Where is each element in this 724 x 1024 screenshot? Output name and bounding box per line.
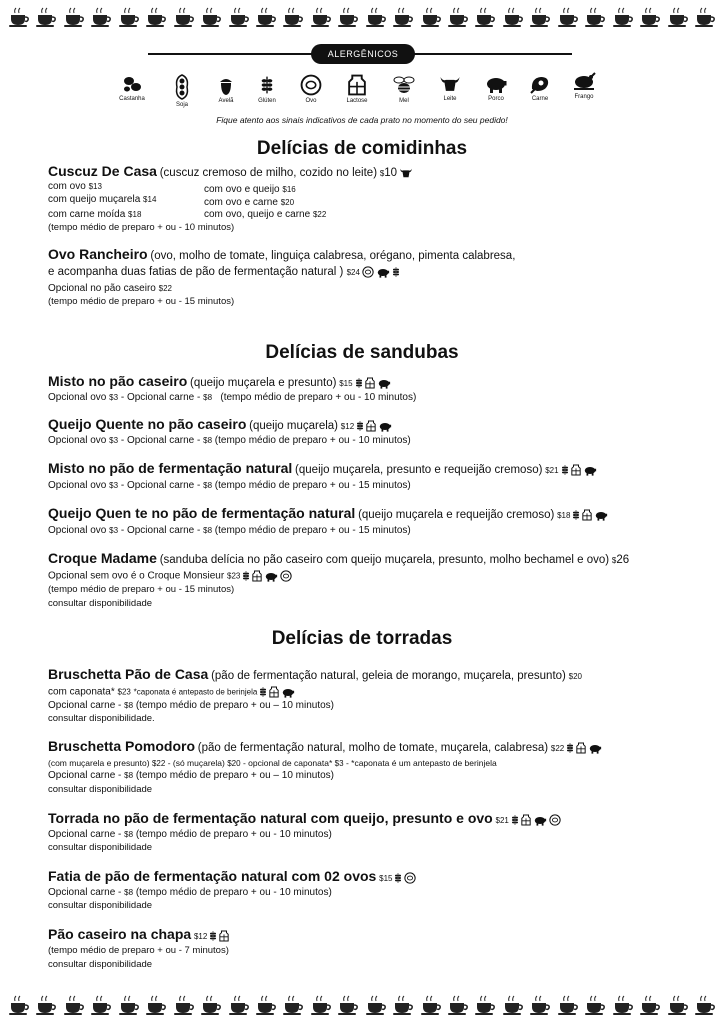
allergen-mel: Mel <box>384 74 424 104</box>
pig-icon <box>533 815 547 826</box>
currency-symbol: $ <box>109 393 114 402</box>
cow-icon <box>399 167 413 179</box>
croque-avail: consultar disponibilidade <box>48 598 153 609</box>
coffee-cup-icon <box>173 6 195 28</box>
milk-icon <box>571 464 581 476</box>
coffee-cup-icon <box>392 6 414 28</box>
currency-symbol: $ <box>568 672 574 681</box>
coffee-cup-icon <box>90 994 112 1016</box>
currency-symbol: $ <box>340 422 346 431</box>
wheat-icon <box>392 266 400 278</box>
coffee-cup-icon <box>694 6 716 28</box>
allergen-carne: Carne <box>520 74 560 102</box>
currency-symbol: $ <box>143 195 148 204</box>
milk-icon <box>365 377 375 389</box>
meat-icon <box>529 74 551 94</box>
currency-symbol: $ <box>379 874 384 883</box>
pig-icon <box>484 74 508 94</box>
currency-symbol: $ <box>124 830 129 839</box>
chicken-icon <box>572 70 596 92</box>
coffee-cup-icon <box>557 6 579 28</box>
currency-symbol: $ <box>227 759 232 768</box>
item-cuscuz: Cuscuz De Casa (cuscuz cremoso de milho, cozido no leite) $10 <box>48 165 413 180</box>
cuscuz-opt-carne: com carne moída $18 <box>48 209 142 220</box>
allergen-ovo: Ovo <box>291 74 331 104</box>
coffee-cup-icon <box>557 994 579 1016</box>
wheat-icon <box>394 872 402 884</box>
coffee-cup-icon <box>502 994 524 1016</box>
currency-symbol: $ <box>611 556 617 565</box>
allergen-porco: Porco <box>476 74 516 102</box>
coffee-cup-icon <box>474 6 496 28</box>
wheat-icon <box>209 930 217 942</box>
croque-opt: Opcional sem ovo é o Croque Monsieur $23 <box>48 570 292 583</box>
item-queijo-quente: Queijo Quente no pão caseiro (queijo muçarela) $12 <box>48 418 392 433</box>
currency-symbol: $ <box>158 284 164 293</box>
currency-symbol: $ <box>495 816 500 825</box>
coffee-cup-icon <box>145 6 167 28</box>
currency-symbol: $ <box>203 481 208 490</box>
milk-icon <box>366 420 376 432</box>
coffee-cup-icon <box>118 994 140 1016</box>
allergen-frango: Frango <box>564 70 604 100</box>
currency-symbol: $ <box>280 198 286 207</box>
misto-opts: Opcional ovo $3 - Opcional carne - $8 (tempo médio de preparo + ou - 10 minutos) <box>48 392 417 403</box>
currency-symbol: $ <box>109 526 114 535</box>
currency-symbol: $ <box>203 526 208 535</box>
allergen-note: Fique atento aos sinais indicativos de cada prato no momento do seu pedido! <box>216 115 508 125</box>
coffee-cup-icon <box>667 994 689 1016</box>
pig-icon <box>378 421 392 432</box>
coffee-cup-icon <box>447 994 469 1016</box>
coffee-cup-icon <box>200 994 222 1016</box>
currency-symbol: $ <box>339 379 344 388</box>
egg-icon <box>549 814 561 826</box>
currency-symbol: $ <box>124 771 129 780</box>
coffee-cup-icon <box>282 6 304 28</box>
cuscuz-opt-ovo: com ovo $13 <box>48 181 102 192</box>
bruschetta-casa-opt: Opcional carne - $8 (tempo médio de preparo + ou – 10 minutos) <box>48 700 335 711</box>
queijo-quente-opts: Opcional ovo $3 - Opcional carne - $8 (tempo médio de preparo + ou - 10 minutos) <box>48 435 411 446</box>
coffee-cup-icon <box>337 6 359 28</box>
currency-symbol: $ <box>334 759 340 768</box>
milk-icon <box>269 686 279 698</box>
currency-symbol: $ <box>124 701 129 710</box>
coffee-cup-icon <box>63 994 85 1016</box>
coffee-cup-icon <box>35 6 57 28</box>
pao-caseiro-avail: consultar disponibilidade <box>48 959 153 970</box>
croque-time: (tempo médio de preparo + ou - 15 minutos) <box>48 584 235 595</box>
section-title-sandubas: Delícias de sandubas <box>265 342 459 363</box>
fatia-avail: consultar disponibilidade <box>48 900 153 911</box>
allergen-leite: Leite <box>430 74 470 102</box>
coffee-cup-icon <box>255 6 277 28</box>
currency-symbol: $ <box>346 268 352 278</box>
wheat-icon <box>356 420 364 432</box>
allergen-gluten: Glúten <box>247 74 287 104</box>
coffee-cup-icon <box>639 994 661 1016</box>
coffee-cup-icon <box>447 6 469 28</box>
currency-symbol: $ <box>128 210 133 219</box>
pig-icon <box>588 743 602 754</box>
coffee-cup-icon <box>365 6 387 28</box>
cuscuz-opt-queijo: com queijo muçarela $14 <box>48 194 157 205</box>
milk-icon <box>521 814 531 826</box>
coffee-cup-icon <box>694 994 716 1016</box>
currency-symbol: $ <box>312 210 318 219</box>
coffee-cup-icon <box>8 6 30 28</box>
allergen-avela: Avelã <box>206 74 246 104</box>
torrada-avail: consultar disponibilidade <box>48 842 153 853</box>
item-pao-caseiro: Pão caseiro na chapa $12 <box>48 928 229 943</box>
coffee-cup-icon <box>584 6 606 28</box>
cuscuz-opt-completo: com ovo, queijo e carne $22 <box>204 209 327 220</box>
egg-icon <box>280 570 292 582</box>
bruschetta-casa-avail: consultar disponibilidade. <box>48 713 155 724</box>
item-torrada: Torrada no pão de fermentação natural com queijo, presunto e ovo $21 <box>48 812 561 827</box>
nut-icon <box>121 74 143 94</box>
rancheiro-opt: Opcional no pão caseiro $22 <box>48 283 172 294</box>
milk-icon <box>347 74 367 96</box>
currency-symbol: $ <box>550 744 556 753</box>
coffee-cup-icon <box>90 6 112 28</box>
coffee-cup-icon <box>310 6 332 28</box>
milk-icon <box>582 509 592 521</box>
section-title-torradas: Delícias de torradas <box>271 628 453 649</box>
egg-icon <box>362 266 374 278</box>
bottom-cup-border <box>0 994 724 1016</box>
allergen-lactose: Lactose <box>337 74 377 104</box>
allergen-castanha: Castanha <box>112 74 152 102</box>
bruschetta-casa-caponata: com caponata* $23 *caponata é antepasto de berinjela <box>48 686 295 699</box>
currency-symbol: $ <box>151 759 157 768</box>
pig-icon <box>376 267 390 278</box>
pig-icon <box>583 465 597 476</box>
coffee-cup-icon <box>282 994 304 1016</box>
item-misto: Misto no pão caseiro (queijo muçarela e presunto) $15 <box>48 375 391 390</box>
currency-symbol: $ <box>124 888 129 897</box>
rancheiro-time: (tempo médio de preparo + ou - 15 minutos) <box>48 296 235 307</box>
milk-icon <box>219 930 229 942</box>
rancheiro-desc2: e acompanha duas fatias de pão de fermentação natural ) $24 <box>48 266 400 279</box>
section-title-comidinhas: Delícias de comidinhas <box>256 138 468 159</box>
coffee-cup-icon <box>584 994 606 1016</box>
pig-icon <box>594 510 608 521</box>
coffee-cup-icon <box>420 994 442 1016</box>
currency-symbol: $ <box>282 185 287 194</box>
cuscuz-opt-ovo-queijo: com ovo e queijo $16 <box>204 184 296 195</box>
currency-symbol: $ <box>226 571 232 581</box>
queijo-fermentacao-opts: Opcional ovo $3 - Opcional carne - $8 (tempo médio de preparo + ou - 15 minutos) <box>48 525 411 536</box>
item-misto-fermentacao: Misto no pão de fermentação natural (queijo muçarela, presunto e requeijão cremoso) $21 <box>48 462 597 477</box>
coffee-cup-icon <box>63 6 85 28</box>
item-bruschetta-casa: Bruschetta Pão de Casa (pão de fermentação natural, geleia de morango, muçarela, presunto) $20 <box>48 666 583 682</box>
hazelnut-icon <box>217 74 235 96</box>
item-rancheiro: Ovo Rancheiro (ovo, molho de tomate, linguiça calabresa, orégano, pimenta calabresa, <box>48 246 516 262</box>
milk-icon <box>576 742 586 754</box>
coffee-cup-icon <box>228 994 250 1016</box>
wheat-icon <box>260 74 274 96</box>
item-fatia: Fatia de pão de fermentação natural com 02 ovos $15 <box>48 870 416 885</box>
item-croque-madame: Croque Madame (sanduba delícia no pão caseiro com queijo muçarela, presunto, molho bechamel e ovo) $26 <box>48 550 630 566</box>
wheat-icon <box>566 742 574 754</box>
top-cup-border <box>0 6 724 28</box>
coffee-cup-icon <box>502 6 524 28</box>
egg-icon <box>300 74 322 96</box>
currency-symbol: $ <box>193 932 199 941</box>
coffee-cup-icon <box>255 994 277 1016</box>
wheat-icon <box>242 570 250 582</box>
coffee-cup-icon <box>420 6 442 28</box>
pao-caseiro-time: (tempo médio de preparo + ou - 7 minutos) <box>48 945 229 956</box>
coffee-cup-icon <box>145 994 167 1016</box>
allergen-legend <box>112 74 612 114</box>
wheat-icon <box>561 464 569 476</box>
wheat-icon <box>511 814 519 826</box>
currency-symbol: $ <box>109 436 114 445</box>
egg-icon <box>404 872 416 884</box>
coffee-cup-icon <box>612 994 634 1016</box>
allergen-soja: Soja <box>162 74 202 108</box>
coffee-cup-icon <box>612 6 634 28</box>
coffee-cup-icon <box>337 994 359 1016</box>
currency-symbol: $ <box>203 393 208 402</box>
misto-fermentacao-opts: Opcional ovo $3 - Opcional carne - $8 (tempo médio de preparo + ou - 15 minutos) <box>48 480 411 491</box>
coffee-cup-icon <box>118 6 140 28</box>
bruschetta-pomodoro-avail: consultar disponibilidade <box>48 784 153 795</box>
pig-icon <box>264 571 278 582</box>
coffee-cup-icon <box>173 994 195 1016</box>
currency-symbol: $ <box>109 481 114 490</box>
coffee-cup-icon <box>529 994 551 1016</box>
bruschetta-pomodoro-variants: (com muçarela e presunto) $22 - (só muçarela) $20 - opcional de caponata* $3 - *caponata é um antepasto de berinjela <box>48 758 497 768</box>
torrada-opt: Opcional carne - $8 (tempo médio de preparo + ou - 10 minutos) <box>48 829 332 840</box>
coffee-cup-icon <box>200 6 222 28</box>
coffee-cup-icon <box>228 6 250 28</box>
wheat-icon <box>572 509 580 521</box>
wheat-icon <box>355 377 363 389</box>
coffee-cup-icon <box>310 994 332 1016</box>
cuscuz-opt-ovo-carne: com ovo e carne $20 <box>204 197 295 208</box>
cuscuz-time: (tempo médio de preparo + ou - 10 minutos) <box>48 222 235 233</box>
soy-icon <box>173 74 191 100</box>
milk-icon <box>252 570 262 582</box>
allergens-header: ALERGÊNICOS <box>311 44 415 64</box>
pig-icon <box>281 687 295 698</box>
currency-symbol: $ <box>88 182 94 191</box>
currency-symbol: $ <box>557 511 562 520</box>
coffee-cup-icon <box>365 994 387 1016</box>
coffee-cup-icon <box>392 994 414 1016</box>
coffee-cup-icon <box>667 6 689 28</box>
item-queijo-fermentacao: Queijo Quen te no pão de fermentação natural (queijo muçarela e requeijão cremoso) $18 <box>48 507 608 522</box>
currency-symbol: $ <box>379 169 385 178</box>
bee-icon <box>393 74 415 96</box>
coffee-cup-icon <box>529 6 551 28</box>
currency-symbol: $ <box>545 466 550 475</box>
currency-symbol: $ <box>203 436 208 445</box>
coffee-cup-icon <box>35 994 57 1016</box>
currency-symbol: $ <box>117 687 122 697</box>
coffee-cup-icon <box>474 994 496 1016</box>
coffee-cup-icon <box>8 994 30 1016</box>
fatia-opt: Opcional carne - $8 (tempo médio de preparo + ou - 10 minutos) <box>48 887 332 898</box>
cow-icon <box>439 74 461 94</box>
pig-icon <box>377 378 391 389</box>
item-bruschetta-pomodoro: Bruschetta Pomodoro (pão de fermentação natural, molho de tomate, muçarela, calabresa) $22 <box>48 740 602 755</box>
coffee-cup-icon <box>639 6 661 28</box>
wheat-icon <box>259 686 267 698</box>
bruschetta-pomodoro-opt: Opcional carne - $8 (tempo médio de preparo + ou – 10 minutos) <box>48 770 335 781</box>
